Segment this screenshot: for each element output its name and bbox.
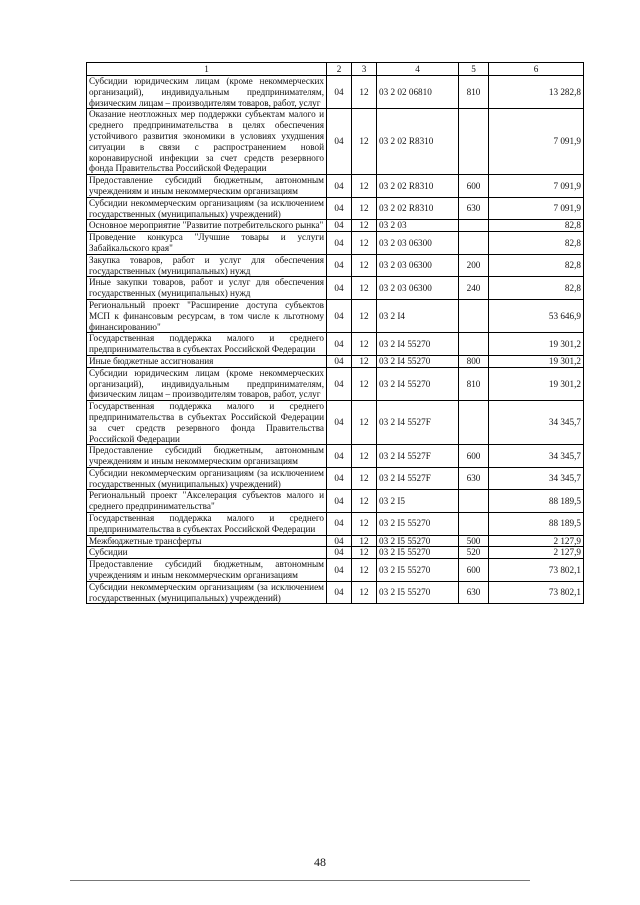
row-expense-type: [459, 299, 489, 332]
table-row: [87, 367, 584, 400]
row-expense-type: 500: [459, 535, 489, 547]
row-amount: 88 189,5: [489, 490, 584, 513]
row-section: 04: [327, 581, 352, 604]
row-name: Субсидии некоммерческим организациям (за исключением государственных (муниципальных) учреждений): [87, 467, 327, 490]
row-expense-type: 600: [459, 445, 489, 468]
row-target-article: 03 2 I5 55270: [377, 559, 459, 582]
row-section: 04: [327, 367, 352, 400]
table-row: [87, 490, 584, 513]
row-amount: 7 091,9: [489, 197, 584, 220]
table-row: [87, 445, 584, 468]
row-expense-type: [459, 513, 489, 536]
row-target-article: 03 2 02 R8310: [377, 109, 459, 175]
row-subsection: 12: [352, 467, 377, 490]
table-row: [87, 254, 584, 277]
table-row: [87, 355, 584, 367]
row-amount: 7 091,9: [489, 175, 584, 198]
row-target-article: 03 2 I4 5527F: [377, 445, 459, 468]
row-section: 04: [327, 175, 352, 198]
row-amount: 7 091,9: [489, 109, 584, 175]
row-name: Государственная поддержка малого и среднего предпринимательства в субъектах Российской Федерации за счет средств резервного фонда Правительства Российской Федерации: [87, 401, 327, 445]
row-amount: 13 282,8: [489, 76, 584, 109]
table-row: [87, 232, 584, 255]
row-amount: 34 345,7: [489, 401, 584, 445]
row-amount: 2 127,9: [489, 535, 584, 547]
row-target-article: 03 2 03 06300: [377, 254, 459, 277]
page-number: 48: [314, 855, 326, 869]
row-subsection: 12: [352, 109, 377, 175]
table-row: [87, 535, 584, 547]
row-amount: 73 802,1: [489, 581, 584, 604]
row-section: 04: [327, 445, 352, 468]
row-subsection: 12: [352, 197, 377, 220]
row-amount: 19 301,2: [489, 333, 584, 356]
col-header-csr: 4: [377, 63, 459, 76]
row-subsection: 12: [352, 76, 377, 109]
row-name: Региональный проект "Акселерация субъектов малого и среднего предпринимательства": [87, 490, 327, 513]
row-subsection: 12: [352, 220, 377, 232]
col-header-rz: 2: [327, 63, 352, 76]
row-name: Предоставление субсидий бюджетным, автономным учреждениям и иным некоммерческим организациям: [87, 445, 327, 468]
row-target-article: 03 2 03: [377, 220, 459, 232]
row-target-article: 03 2 I5 55270: [377, 547, 459, 559]
row-subsection: 12: [352, 254, 377, 277]
row-target-article: 03 2 I4 55270: [377, 367, 459, 400]
row-expense-type: [459, 109, 489, 175]
col-header-name: 1: [87, 63, 327, 76]
row-expense-type: 810: [459, 76, 489, 109]
row-expense-type: [459, 490, 489, 513]
row-subsection: 12: [352, 355, 377, 367]
row-expense-type: 240: [459, 277, 489, 300]
row-subsection: 12: [352, 581, 377, 604]
row-amount: 88 189,5: [489, 513, 584, 536]
row-amount: 82,8: [489, 254, 584, 277]
table-row: [87, 467, 584, 490]
row-target-article: 03 2 I4 5527F: [377, 401, 459, 445]
row-subsection: 12: [352, 547, 377, 559]
row-section: 04: [327, 355, 352, 367]
row-target-article: 03 2 03 06300: [377, 277, 459, 300]
row-target-article: 03 2 I4 55270: [377, 333, 459, 356]
row-name: Субсидии юридическим лицам (кроме некоммерческих организаций), индивидуальным предпринимателям, физическим лицам – производителям товаров, работ, услуг: [87, 76, 327, 109]
row-amount: 73 802,1: [489, 559, 584, 582]
row-expense-type: 800: [459, 355, 489, 367]
row-target-article: 03 2 I5 55270: [377, 581, 459, 604]
row-section: 04: [327, 513, 352, 536]
row-name: Субсидии некоммерческим организациям (за исключением государственных (муниципальных) учреждений): [87, 581, 327, 604]
row-amount: 19 301,2: [489, 367, 584, 400]
row-amount: 82,8: [489, 232, 584, 255]
row-name: Предоставление субсидий бюджетным, автономным учреждениям и иным некоммерческим организациям: [87, 559, 327, 582]
row-expense-type: [459, 220, 489, 232]
row-name: Проведение конкурса "Лучшие товары и услуги Забайкальского края": [87, 232, 327, 255]
row-target-article: 03 2 02 R8310: [377, 197, 459, 220]
col-header-pr: 3: [352, 63, 377, 76]
row-expense-type: [459, 401, 489, 445]
row-subsection: 12: [352, 277, 377, 300]
table-row: [87, 175, 584, 198]
row-section: 04: [327, 547, 352, 559]
row-target-article: 03 2 I5 55270: [377, 535, 459, 547]
row-expense-type: [459, 232, 489, 255]
row-name: Межбюджетные трансферты: [87, 535, 327, 547]
table-row: [87, 277, 584, 300]
row-section: 04: [327, 333, 352, 356]
row-amount: 34 345,7: [489, 467, 584, 490]
row-target-article: 03 2 I4 55270: [377, 355, 459, 367]
row-amount: 53 646,9: [489, 299, 584, 332]
row-name: Закупка товаров, работ и услуг для обеспечения государственных (муниципальных) нужд: [87, 254, 327, 277]
row-target-article: 03 2 I4 5527F: [377, 467, 459, 490]
row-subsection: 12: [352, 559, 377, 582]
row-target-article: 03 2 I5: [377, 490, 459, 513]
row-target-article: 03 2 02 06810: [377, 76, 459, 109]
row-amount: 82,8: [489, 277, 584, 300]
row-section: 04: [327, 559, 352, 582]
row-amount: 2 127,9: [489, 547, 584, 559]
row-expense-type: 630: [459, 581, 489, 604]
table-row: [87, 333, 584, 356]
row-section: 04: [327, 109, 352, 175]
row-subsection: 12: [352, 401, 377, 445]
table-row: [87, 220, 584, 232]
table-row: [87, 547, 584, 559]
row-section: 04: [327, 76, 352, 109]
row-name: Государственная поддержка малого и среднего предпринимательства в субъектах Российской Федерации: [87, 333, 327, 356]
row-target-article: 03 2 03 06300: [377, 232, 459, 255]
row-expense-type: [459, 333, 489, 356]
row-subsection: 12: [352, 232, 377, 255]
row-amount: 34 345,7: [489, 445, 584, 468]
header-row: [87, 63, 584, 76]
col-header-sum: 6: [489, 63, 584, 76]
row-section: 04: [327, 299, 352, 332]
row-section: 04: [327, 490, 352, 513]
row-name: Иные закупки товаров, работ и услуг для обеспечения государственных (муниципальных) нужд: [87, 277, 327, 300]
row-section: 04: [327, 220, 352, 232]
row-section: 04: [327, 254, 352, 277]
row-subsection: 12: [352, 175, 377, 198]
row-subsection: 12: [352, 299, 377, 332]
row-name: Оказание неотложных мер поддержки субъектам малого и среднего предпринимательства в целях обеспечения устойчивого развития экономики в условиях ухудшения ситуации в связи с распространением новой коронавирусной инфекции за счет средств резервного фонда Правительства Российской Федерации: [87, 109, 327, 175]
row-expense-type: 630: [459, 467, 489, 490]
table-row: [87, 401, 584, 445]
row-section: 04: [327, 535, 352, 547]
row-name: Региональный проект "Расширение доступа субъектов МСП к финансовым ресурсам, в том числе к льготному финансированию": [87, 299, 327, 332]
row-expense-type: 600: [459, 175, 489, 198]
row-expense-type: 600: [459, 559, 489, 582]
row-section: 04: [327, 467, 352, 490]
row-expense-type: 200: [459, 254, 489, 277]
col-header-vr: 5: [459, 63, 489, 76]
row-name: Субсидии: [87, 547, 327, 559]
row-name: Субсидии юридическим лицам (кроме некоммерческих организаций), индивидуальным предпринимателям, физическим лицам – производителям товаров, работ, услуг: [87, 367, 327, 400]
row-subsection: 12: [352, 490, 377, 513]
table-row: [87, 299, 584, 332]
row-target-article: 03 2 I5 55270: [377, 513, 459, 536]
row-name: Субсидии некоммерческим организациям (за исключением государственных (муниципальных) учреждений): [87, 197, 327, 220]
row-section: 04: [327, 401, 352, 445]
row-target-article: 03 2 02 R8310: [377, 175, 459, 198]
row-section: 04: [327, 277, 352, 300]
table-row: [87, 559, 584, 582]
row-target-article: 03 2 I4: [377, 299, 459, 332]
row-name: Иные бюджетные ассигнования: [87, 355, 327, 367]
row-name: Государственная поддержка малого и среднего предпринимательства в субъектах Российской Федерации: [87, 513, 327, 536]
row-subsection: 12: [352, 513, 377, 536]
table-row: [87, 581, 584, 604]
table-row: [87, 76, 584, 109]
row-subsection: 12: [352, 535, 377, 547]
row-expense-type: 520: [459, 547, 489, 559]
table-row: [87, 197, 584, 220]
row-amount: 82,8: [489, 220, 584, 232]
row-section: 04: [327, 232, 352, 255]
row-name: Предоставление субсидий бюджетным, автономным учреждениям и иным некоммерческим организациям: [87, 175, 327, 198]
footer-divider: [70, 880, 530, 881]
row-subsection: 12: [352, 445, 377, 468]
row-expense-type: 810: [459, 367, 489, 400]
row-section: 04: [327, 197, 352, 220]
row-subsection: 12: [352, 333, 377, 356]
table-row: [87, 109, 584, 175]
table-row: [87, 513, 584, 536]
budget-table: [86, 62, 584, 604]
table-body: [87, 76, 584, 604]
row-name: Основное мероприятие "Развитие потребительского рынка": [87, 220, 327, 232]
row-subsection: 12: [352, 367, 377, 400]
row-expense-type: 630: [459, 197, 489, 220]
row-amount: 19 301,2: [489, 355, 584, 367]
